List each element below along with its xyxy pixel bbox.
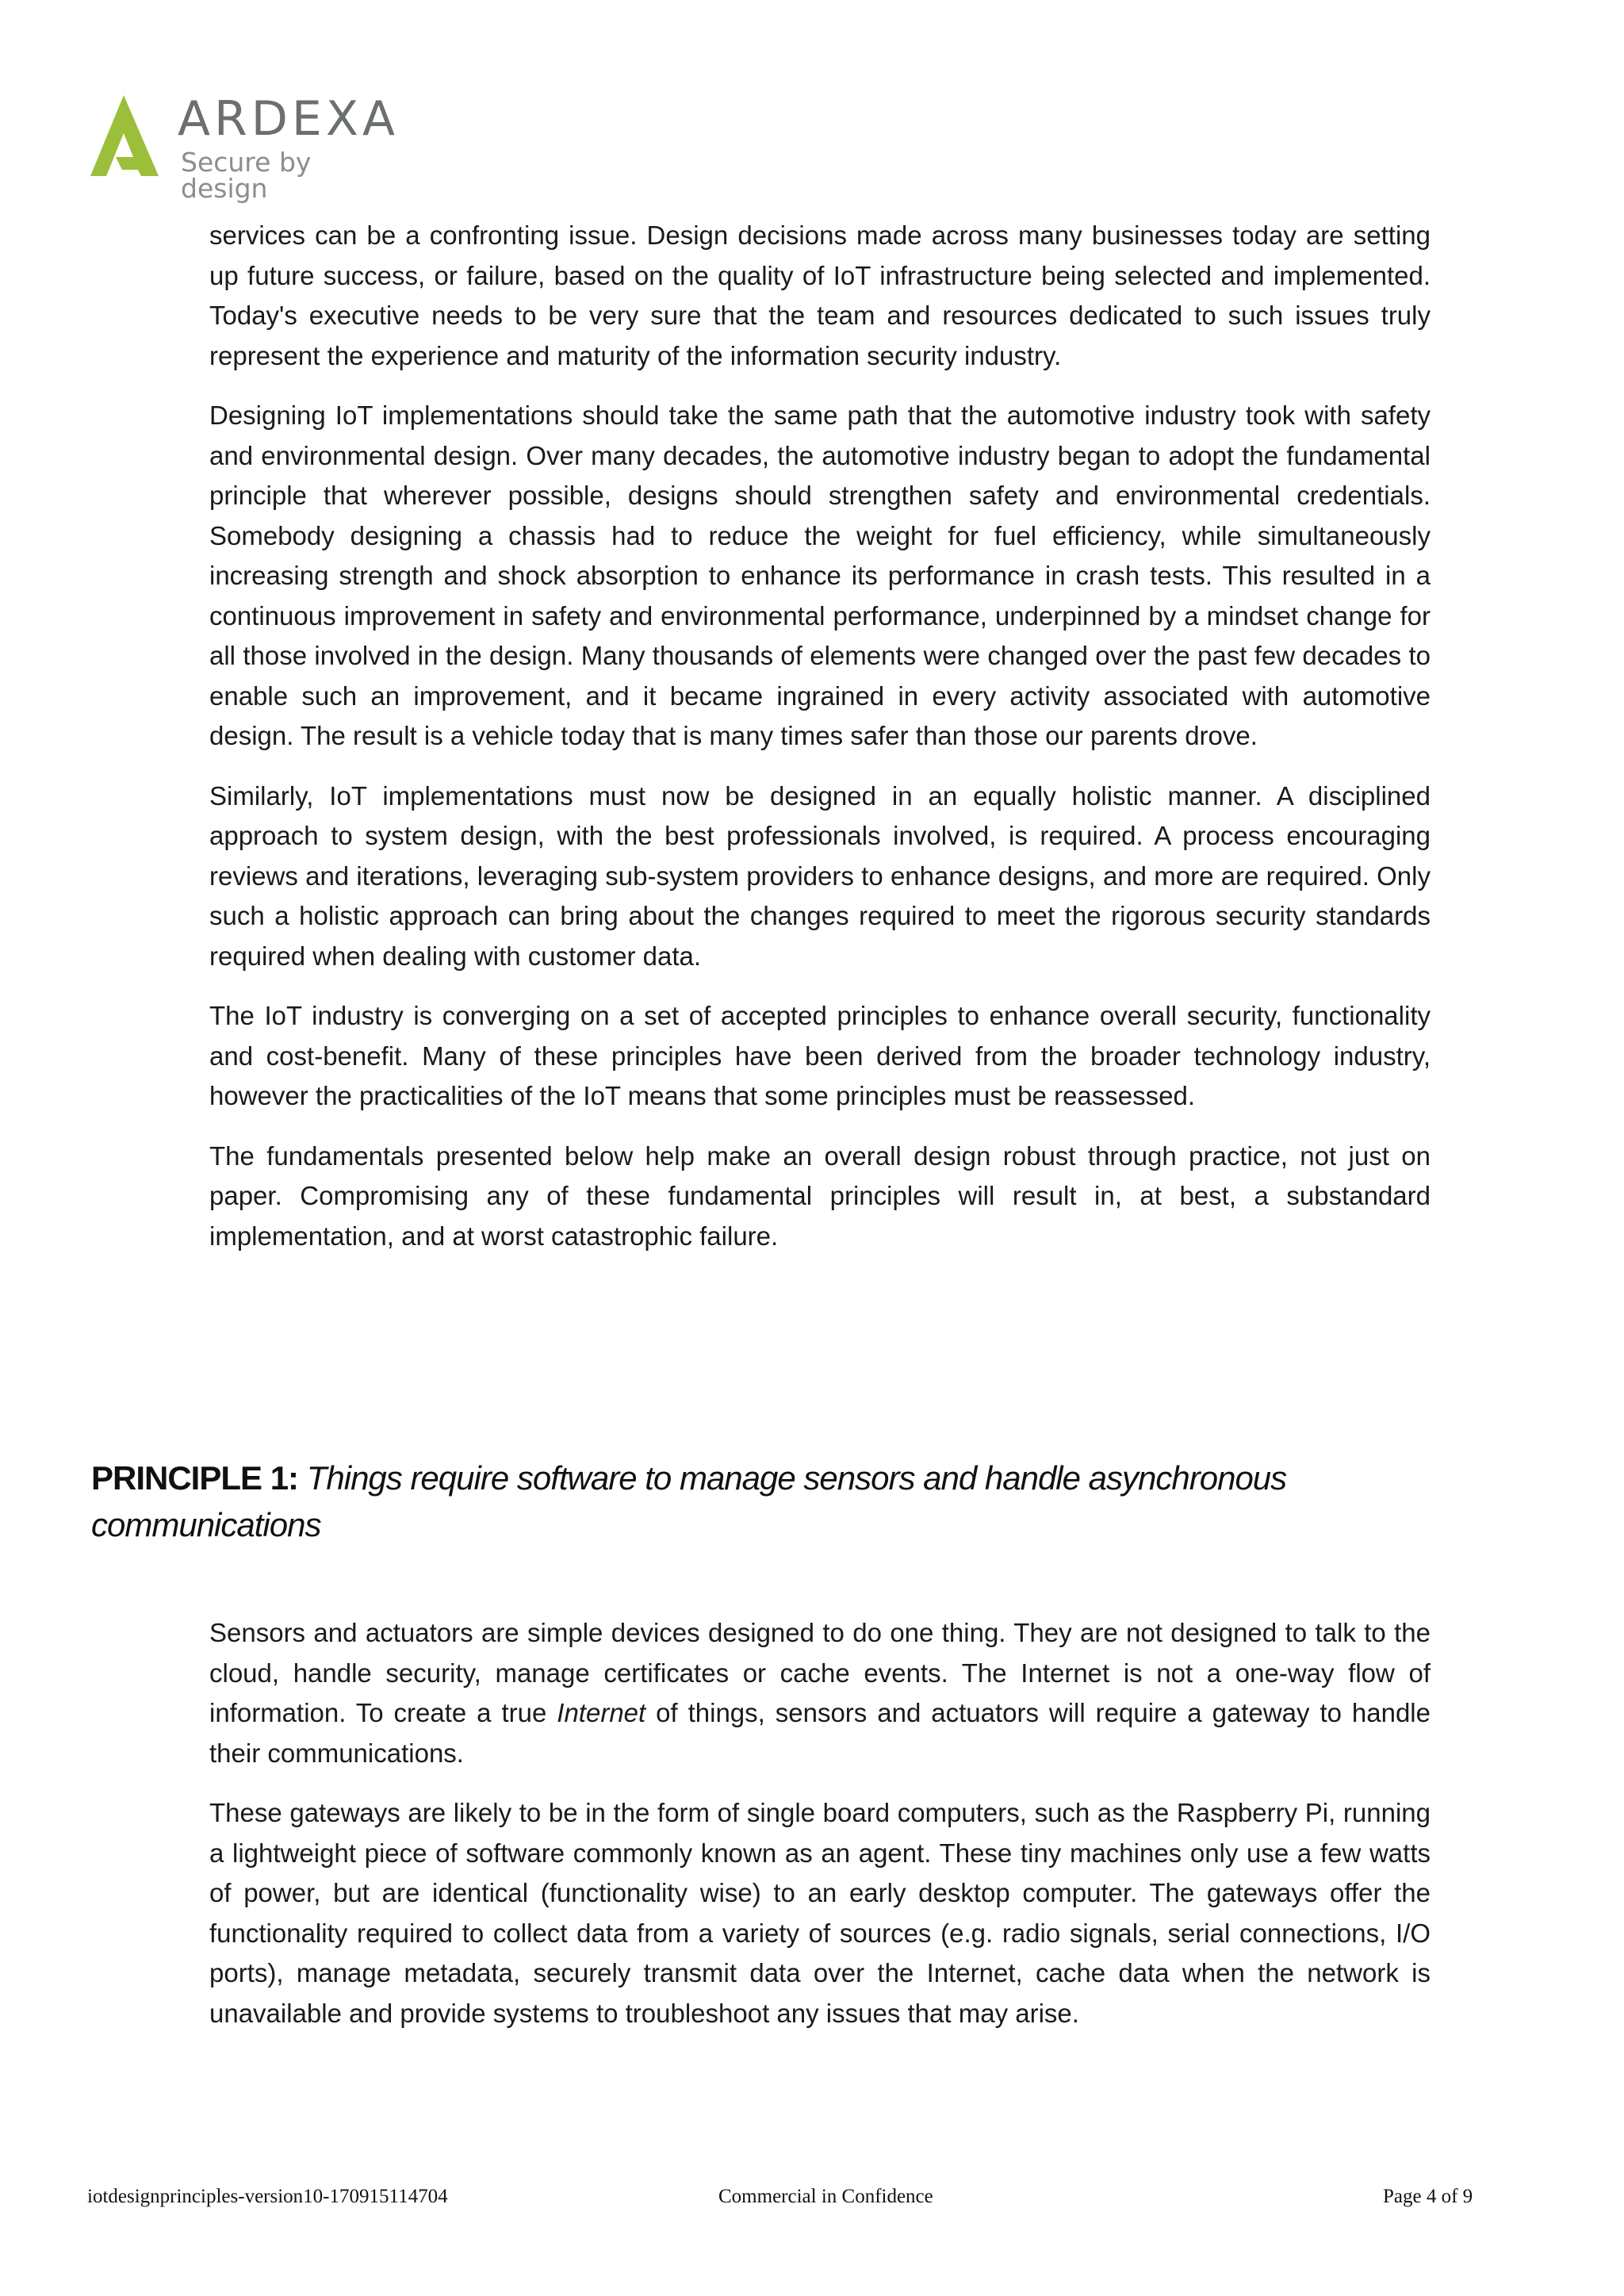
intro-paragraph: The fundamentals presented below help make an overall design robust through practice, not just on paper. Compromising any of these fundamental principles will result in, at best, a substandard implementation, and at worst catastrophic failure. [209, 1140, 1431, 1251]
intro-section [209, 216, 1431, 1276]
footer-classification: Commercial in Confidence [718, 2186, 933, 2207]
intro-paragraph: Similarly, IoT implementations must now be designed in an equally holistic manner. A disciplined approach to system design, with the best professionals involved, is required. A process encouraging reviews and iterations, leveraging sub-system providers to enhance designs, and more are required. Only such a holistic approach can bring about the changes required to meet the rigorous security standards required when dealing with customer data. [209, 780, 1431, 971]
ardexa-logo-mark-icon [87, 94, 163, 179]
principle-paragraph [209, 1613, 1431, 1773]
logo-tagline: Secure by design [181, 147, 312, 204]
principle-title: Things require software to manage sensors and handle asynchronous communications [91, 1459, 1287, 1543]
principle-section [209, 1613, 1431, 2053]
intro-paragraph: services can be a confronting issue. Design decisions made across many businesses today are setting up future success, or failure, based on the quality of IoT infrastructure being selected and implemented. Today's executive needs to be very sure that the team and resources dedicated to such issues truly represent the experience and maturity of the information security industry. [209, 220, 1431, 370]
paragraph-text: of things, sensors and actuators will require a gateway to handle their communications. [209, 1698, 1431, 1768]
emphasis-text: Internet [557, 1698, 646, 1727]
page-footer [0, 2186, 1624, 2217]
footer-filename: iotdesignprinciples-version10-170915114704 [87, 2186, 448, 2207]
footer-page-number: Page 4 of 9 [1383, 2186, 1473, 2207]
principle-label: PRINCIPLE 1: [91, 1459, 299, 1497]
principle-paragraph: These gateways are likely to be in the form of single board computers, such as the Raspberry Pi, running a lightweight piece of software commonly known as an agent. These tiny machines only use a few watts of power, but are identical (functionality wise) to an early desktop computer. The gateways offer the functionality required to collect data from a variety of sources (e.g. radio signals, serial connections, I/O ports), manage metadata, securely transmit data over the Internet, cache data when the network is unavailable and provide systems to troubleshoot any issues that may arise. [209, 1798, 1431, 2028]
intro-paragraph: The IoT industry is converging on a set of accepted principles to enhance overall security, functionality and cost-benefit. Many of these principles have been derived from the broader technology industry, however the practicalities of the IoT means that some principles must be reassessed. [209, 1001, 1431, 1110]
intro-paragraph: Designing IoT implementations should take the same path that the automotive industry took with safety and environmental design. Over many decades, the automotive industry began to adopt the fundamental principle that wherever possible, designs should strengthen safety and environmental credentials. Somebody designing a chassis had to reduce the weight for fuel efficiency, while simultaneously increasing strength and shock absorption to enhance its performance in crash tests. This resulted in a continuous improvement in safety and environmental performance, underpinned by a mindset change for all those involved in the design. Many thousands of elements were changed over the past few decades to enable such an improvement, and it became ingrained in every activity associated with automotive design. The result is a vehicle today that is many times safer than those our parents drove. [209, 401, 1431, 750]
paragraph-text: Sensors and actuators are simple devices designed to do one thing. They are not designed to talk to the cloud, handle security, manage certificates or cache events. The Internet is not a one-way flow of information. To create a true [209, 1618, 1431, 1727]
logo-wordmark: ARDEXA [178, 91, 399, 147]
ardexa-logo [87, 91, 404, 204]
principle-heading [91, 1455, 1423, 1548]
